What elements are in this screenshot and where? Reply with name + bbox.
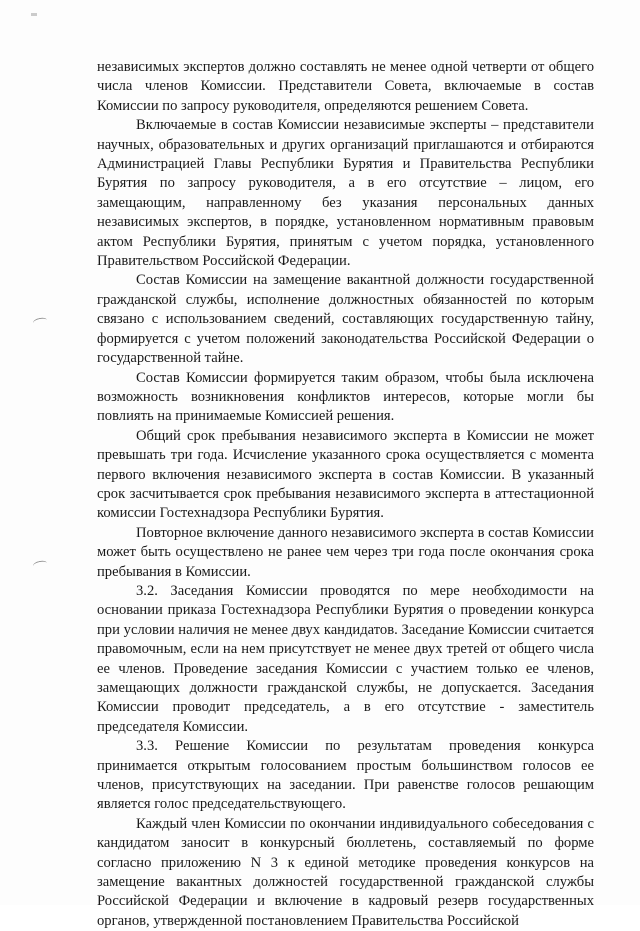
paragraph-section-3-2: 3.2. Заседания Комиссии проводятся по мере необходимости на основании приказа Гостехнадзора Республики Бурятия о проведении конкурса при условии наличия не менее двух кандидатов. Заседание Комиссии считается правомочным, если на нем присутствует не менее двух третей от общего числа ее членов. Проведение заседания Комиссии с участием только ее членов, замещающих должности гражданской службы, не допускается. Заседания Комиссии проводит председатель, а в его отсутствие - заместитель председателя Комиссии. (97, 582, 594, 735)
paragraph-conflict-of-interest: Состав Комиссии формируется таким образом, чтобы была исключена возможность возникновения конфликтов интересов, которые могли бы повлиять на принимаемые Комиссией решения. (97, 369, 594, 425)
margin-pencil-mark (32, 560, 47, 570)
scan-artifact (31, 13, 37, 16)
document-body (97, 58, 594, 931)
paragraph-state-secret: Состав Комиссии на замещение вакантной должности государственной гражданской службы, исполнение должностных обязанностей по которым связано с использованием сведений, составляющих государственную тайну, формируется с учетом положений законодательства Российской Федерации о государственной тайне. (97, 272, 594, 367)
paragraph-term-of-stay: Общий срок пребывания независимого эксперта в Комиссии не может превышать три года. Исчисление указанного срока осуществляется с момента первого включения независимого эксперта в состав Комиссии. В указанный срок засчитывается срок пребывания независимого эксперта в аттестационной комиссии Гостехнадзора Республики Бурятия. (97, 427, 594, 522)
paragraph-ballot: Каждый член Комиссии по окончании индивидуального собеседования с кандидатом заносит в конкурсный бюллетень, составляемый по форме согласно приложению N 3 к единой методике проведения конкурсов на замещение вакантных должностей государственной гражданской службы Российской Федерации и включение в кадровый резерв государственных органов, утвержденной постановлением Правительства Российской (97, 815, 594, 929)
paragraph-continuation: независимых экспертов должно составлять не менее одной четверти от общего числа членов Комиссии. Представители Совета, включаемые в состав Комиссии по запросу руководителя, определяются решением Совета. (97, 59, 594, 114)
paragraph-repeated-inclusion: Повторное включение данного независимого эксперта в состав Комиссии может быть осуществлено не ранее чем через три года после окончания срока пребывания в Комиссии. (97, 524, 594, 580)
paragraph-independent-experts: Включаемые в состав Комиссии независимые эксперты – представители научных, образовательных и других организаций приглашаются и отбираются Администрацией Главы Республики Бурятия и Правительства Республики Бурятия по запросу руководителя, а в его отсутствие – лицом, его замещающим, направленному без указания персональных данных независимых экспертов, в порядке, установленном нормативным правовым актом Республики Бурятия, принятым с учетом порядка, установленного Правительством Российской Федерации. (97, 117, 594, 270)
paragraph-section-3-3: 3.3. Решение Комиссии по результатам проведения конкурса принимается открытым голосованием простым большинством голосов ее членов, присутствующих на заседании. При равенстве голосов решающим является голос председательствующего. (97, 738, 594, 813)
margin-pencil-mark (32, 317, 47, 327)
